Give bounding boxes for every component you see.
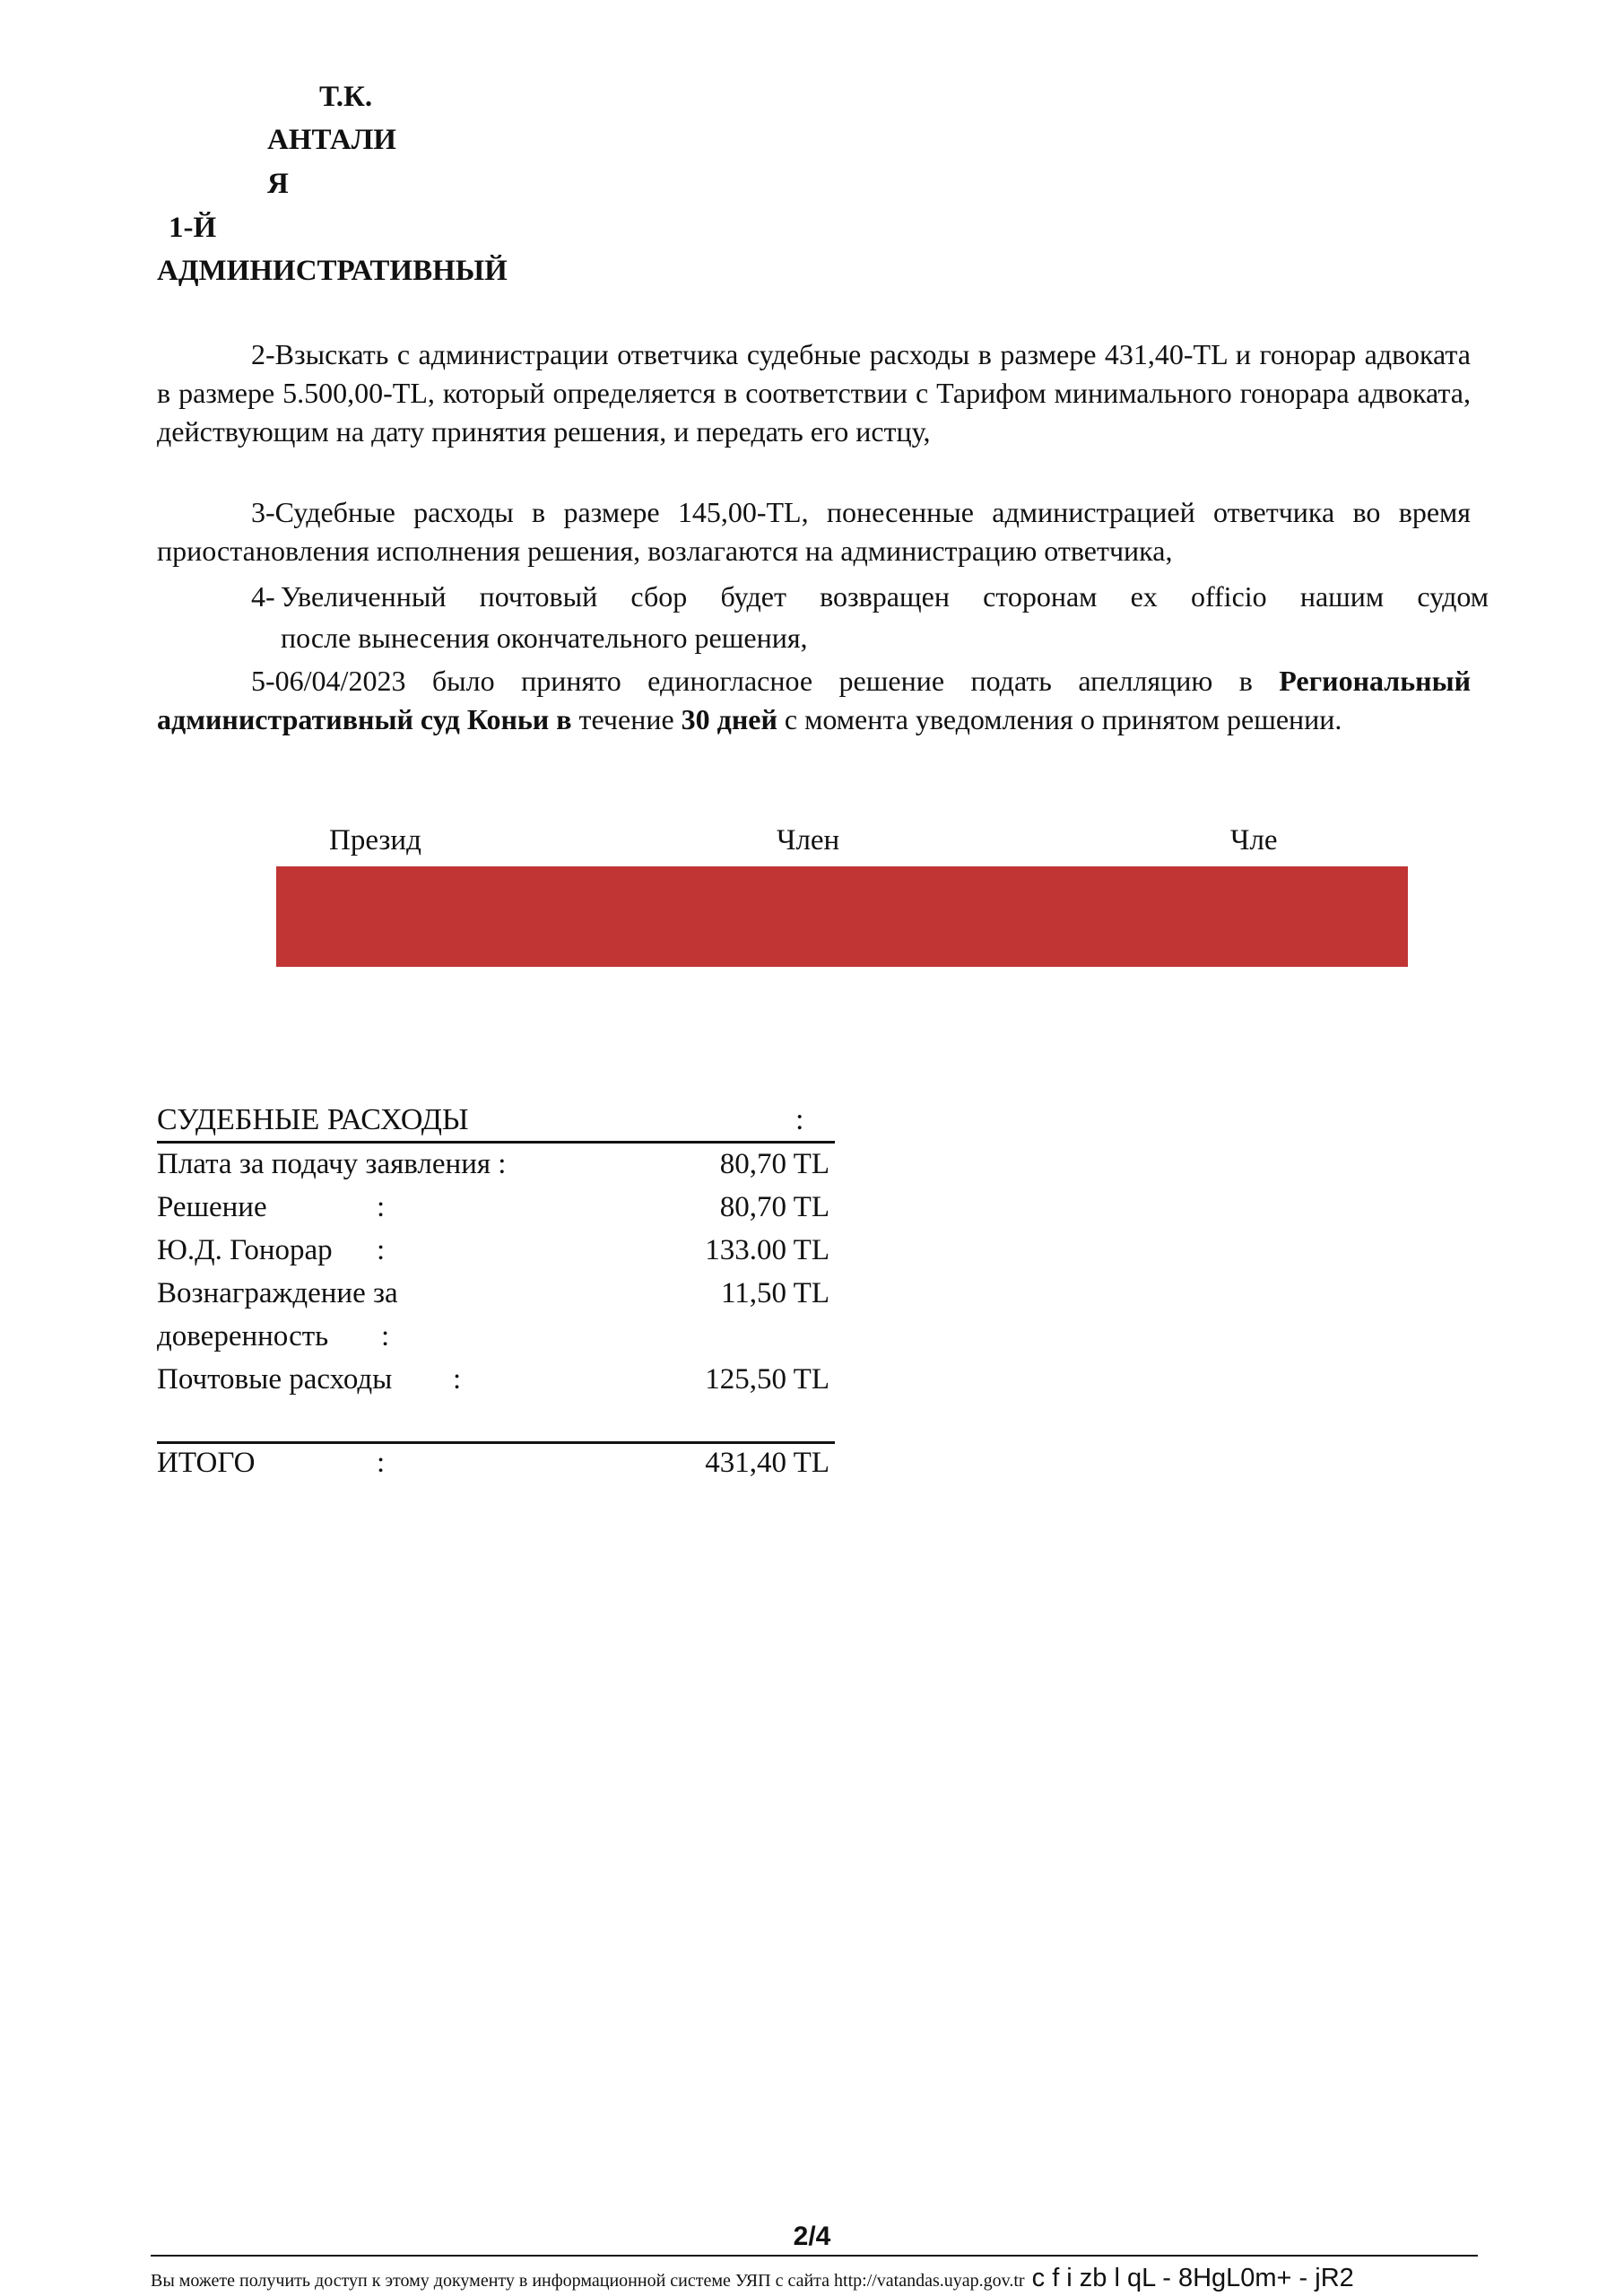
expense-total-amount: 431,40 TL xyxy=(705,1447,829,1479)
paragraph-5-text-b: течение xyxy=(571,703,682,735)
expenses-top-rule xyxy=(157,1141,835,1144)
header-court-number: 1-Й xyxy=(169,212,217,244)
paragraph-3-text: Судебные расходы в размере 145,00-TL, понесенные администрацией ответчика во время приостановления исполнения решения, возлагаются на администрацию ответчика, xyxy=(157,496,1471,567)
expense-colon: : xyxy=(377,1234,386,1266)
expenses-total-rule xyxy=(157,1441,835,1444)
signature-redaction-block xyxy=(276,866,1408,967)
expense-amount: 125,50 TL xyxy=(705,1363,829,1396)
paragraph-5-number: 5- xyxy=(251,665,275,697)
expense-label: Решение xyxy=(157,1191,267,1223)
footer-rule xyxy=(151,2255,1478,2257)
paragraph-5 xyxy=(157,662,1471,739)
paragraph-3 xyxy=(157,493,1471,570)
footer-access-text: Вы можете получить доступ к этому документу в информационной системе УЯП с сайта http://vatandas.uyap.gov.tr xyxy=(151,2271,1025,2291)
paragraph-4-line2: после вынесения окончательного решения, xyxy=(281,622,808,654)
signature-member1-label: Член xyxy=(777,824,840,857)
expense-colon: : xyxy=(381,1320,390,1352)
expense-label: Вознаграждение за xyxy=(157,1277,398,1309)
paragraph-2 xyxy=(157,335,1471,451)
paragraph-5-text-c: с момента уведомления о принятом решении. xyxy=(777,703,1342,735)
expense-colon: : xyxy=(453,1363,462,1396)
paragraph-2-number: 2- xyxy=(251,338,275,370)
expense-colon: : xyxy=(377,1191,386,1223)
signature-member2-label: Чле xyxy=(1230,824,1278,857)
expense-amount: 133.00 TL xyxy=(705,1234,829,1266)
expenses-title-colon: : xyxy=(795,1103,804,1136)
expense-label: Плата за подачу заявления : xyxy=(157,1148,507,1180)
expense-amount: 80,70 TL xyxy=(719,1148,829,1180)
paragraph-3-number: 3- xyxy=(251,496,275,528)
paragraph-4-number: 4- xyxy=(251,580,275,613)
expense-amount: 11,50 TL xyxy=(721,1277,829,1309)
header-tk: Т.К. xyxy=(319,81,373,113)
paragraph-4 xyxy=(251,576,1489,658)
expenses-title: СУДЕБНЫЕ РАСХОДЫ xyxy=(157,1103,469,1136)
header-city-part2: Я xyxy=(267,168,289,200)
header-court-type: АДМИНИСТРАТИВНЫЙ xyxy=(157,255,508,287)
signature-president-label: Презид xyxy=(329,824,421,857)
expense-label: Почтовые расходы xyxy=(157,1363,393,1396)
header-city-part1: АНТАЛИ xyxy=(267,124,396,156)
footer-access-note xyxy=(151,2264,1354,2293)
footer-verification-code: c f i zb l qL - 8HgL0m+ - jR2 xyxy=(1024,2264,1354,2292)
expense-total-colon: : xyxy=(377,1447,386,1479)
expense-label: доверенность xyxy=(157,1320,329,1352)
expense-label: Ю.Д. Гонорар xyxy=(157,1234,333,1266)
paragraph-2-text: Взыскать с администрации ответчика судебные расходы в размере 431,40-TL и гонорар адвоката в размере 5.500,00-TL, который определяется в соответствии с Тарифом минимального гонорара адвоката, действующим на дату принятия решения, и передать его истцу, xyxy=(157,338,1471,448)
page-number: 2/4 xyxy=(793,2222,831,2251)
expense-total-label: ИТОГО xyxy=(157,1447,256,1479)
expense-amount: 80,70 TL xyxy=(719,1191,829,1223)
paragraph-4-line1: Увеличенный почтовый сбор будет возвращен сторонам ex officio нашим судом xyxy=(281,580,1489,613)
paragraph-5-days: 30 дней xyxy=(681,703,777,735)
paragraph-5-court-name: Региональный административный суд Коньи в xyxy=(157,665,1472,735)
paragraph-5-text-a: 06/04/2023 было принято единогласное решение подать апелляцию в xyxy=(274,665,1253,697)
